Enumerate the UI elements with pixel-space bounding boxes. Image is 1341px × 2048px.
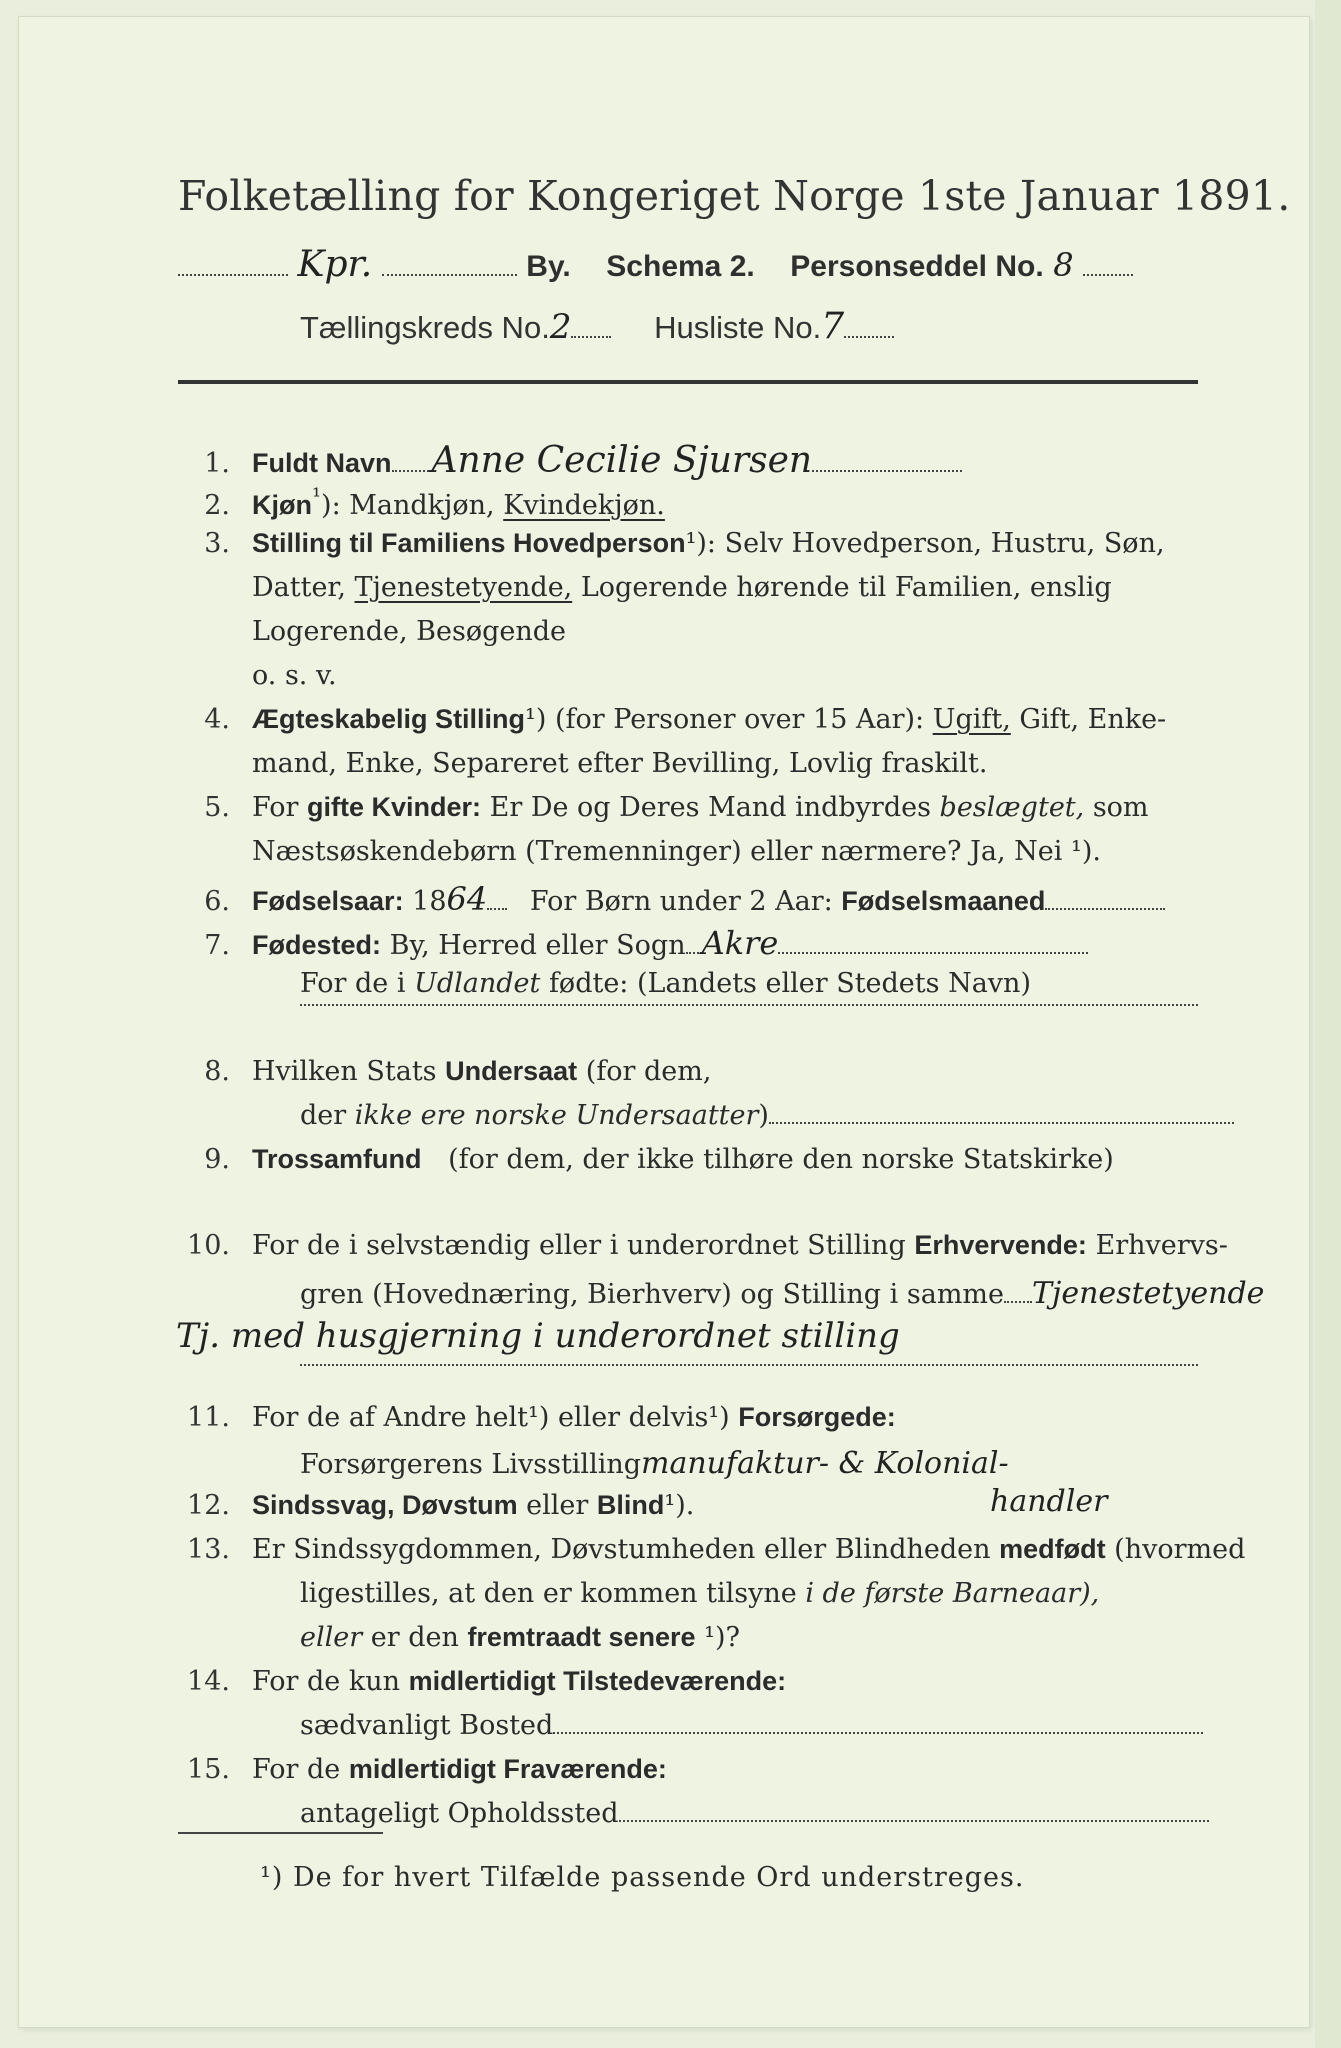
field-8: 8. Hvilken Stats Undersaat (for dem, — [204, 1056, 712, 1087]
field-4: 4. Ægteskabelig Stilling¹) (for Personer over 15 Aar): Ugift, Gift, Enke- — [204, 704, 1167, 735]
kjon-selected: Kvindekjøn. — [503, 490, 665, 521]
field-12: 12. Sindssvag, Døvstum eller Blind¹). — [187, 1490, 695, 1521]
header-line-1 — [178, 244, 1133, 285]
field-15-line-2: antageligt Opholdssted — [300, 1798, 1209, 1829]
field-3: 3. Stilling til Familiens Hovedperson¹): Selv Hovedperson, Hustru, Søn, — [204, 528, 1165, 559]
field-7-line-2: For de i Udlandet fødte: (Landets eller Stedets Navn) — [300, 968, 1031, 999]
field-1: 1. Fuldt Navn Anne Cecilie Sjursen — [170, 440, 962, 481]
field-10-line-2: gren (Hovednæring, Bierhverv) og Stilling i samme Tjenestetyende — [300, 1276, 1265, 1311]
field-2: 2. Kjøn$^{^1}$): Mandkjøn, Kvindekjøn. — [204, 484, 665, 521]
field-10-blank-line — [300, 1364, 1198, 1366]
erhverv-value-2: Tj. med husgjerning i underordnet stilling — [176, 1316, 900, 1356]
stilling-selected: Tjenestetyende, — [354, 572, 573, 603]
fuldt-navn-value: Anne Cecilie Sjursen — [431, 440, 813, 481]
field-3-line-4: o. s. v. — [252, 660, 337, 691]
form-title: Folketælling for Kongeriget Norge 1ste Januar 1891. — [178, 172, 1291, 220]
field-13: 13. Er Sindssygdommen, Døvstumheden eller Blindheden medfødt (hvormed — [187, 1534, 1246, 1565]
field-11-line-2: Forsørgerens Livsstillingmanufaktur- & Kolonial- — [300, 1446, 1009, 1481]
page-edge — [1315, 0, 1341, 2048]
field-4-line-2: mand, Enke, Separeret efter Bevilling, Lovlig fraskilt. — [252, 748, 988, 779]
footnote: ¹) De for hvert Tilfælde passende Ord understreges. — [260, 1862, 1025, 1893]
field-13-line-3: eller er den fremtraadt senere ¹)? — [300, 1622, 740, 1653]
field-15: 15. For de midlertidigt Fraværende: — [187, 1754, 667, 1785]
city-value: Kpr. — [297, 244, 373, 285]
husliste-value: 7 — [821, 306, 845, 347]
by-label: By. — [526, 250, 571, 283]
kreds-value: 2 — [549, 307, 572, 347]
field-3-line-3: Logerende, Besøgende — [252, 616, 566, 647]
fodested-value: Akre — [701, 924, 779, 962]
field-11: 11. For de af Andre helt¹) eller delvis¹) Forsørgede: — [187, 1402, 896, 1433]
header-rule — [178, 380, 1198, 384]
personseddel-value: 8 — [1053, 246, 1074, 284]
field-5: 5. For gifte Kvinder: Er De og Deres Mand indbyrdes beslægtet, som — [204, 792, 1149, 823]
field-5-line-2: Næstsøskendebørn (Tremenninger) eller nærmere? Ja, Nei ¹). — [252, 836, 1101, 867]
field-14-line-2: sædvanligt Bosted — [300, 1710, 1203, 1741]
field-7-blank-line — [300, 1004, 1198, 1006]
husliste-label: Husliste No. — [654, 310, 822, 345]
sivilstand-selected: Ugift, — [932, 704, 1011, 735]
field-13-line-2: ligestilles, at den er kommen tilsyne i de første Barneaar), — [300, 1578, 1100, 1609]
field-7: 7. Fødested: By, Herred eller Sogn Akre — [170, 924, 1088, 962]
footnote-rule — [178, 1832, 383, 1834]
forsorger-value-1: manufaktur- & Kolonial- — [641, 1446, 1009, 1481]
field-10: 10. For de i selvstændig eller i underordnet Stilling Erhvervende: Erhvervs- — [187, 1230, 1228, 1261]
field-8-line-2: der ikke ere norske Undersaatter) — [300, 1100, 1234, 1131]
field-9: 9. Trossamfund (for dem, der ikke tilhøre den norske Statskirke) — [204, 1144, 1114, 1175]
forsorger-value-2: handler — [990, 1484, 1108, 1519]
personseddel-label: Personseddel No. — [790, 250, 1044, 283]
kreds-label: Tællingskreds No. — [300, 310, 550, 345]
schema-label: Schema 2. — [606, 250, 755, 283]
fodselsaar-value: 64 — [446, 880, 488, 918]
field-3-line-2: Datter, Tjenestetyende, Logerende hørende til Familien, enslig — [252, 572, 1112, 603]
field-14: 14. For de kun midlertidigt Tilstedeværende: — [187, 1666, 787, 1697]
field-6: 6. Fødselsaar: 1864 For Børn under 2 Aar: Fødselsmaaned — [170, 880, 1165, 918]
erhverv-value-1: Tjenestetyende — [1032, 1276, 1265, 1311]
fuldt-navn-label: Fuldt Navn — [252, 448, 392, 478]
header-line-2 — [300, 306, 894, 347]
